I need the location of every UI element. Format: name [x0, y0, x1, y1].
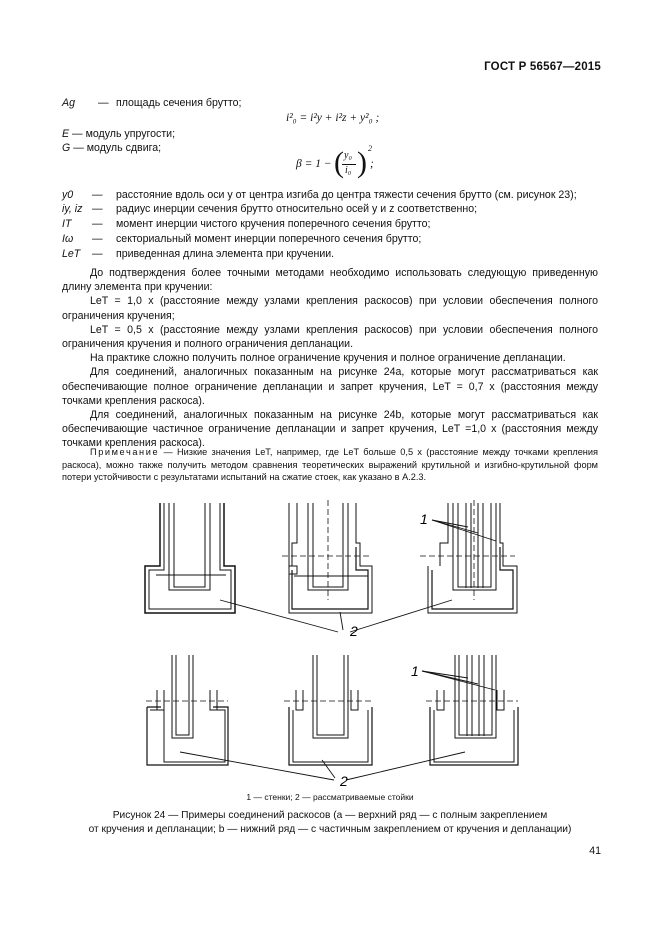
note — [62, 446, 598, 484]
connection-b3 — [426, 655, 518, 765]
def-symbol: LeT — [62, 248, 81, 260]
def-text: секториальный момент инерции поперечного сечения брутто; — [116, 233, 422, 245]
def-symbol: E — [62, 128, 70, 140]
connection-a2 — [282, 500, 372, 613]
body-text — [62, 266, 598, 451]
formula-radius: i²₀ = i²y + i²z + y²₀ ; — [286, 112, 380, 124]
caption-line-2: от кручения и депланации; b — нижний ряд — с частичным закреплением от кручения и депланации) — [88, 824, 572, 835]
def-row — [62, 96, 242, 110]
def-symbol: G — [62, 142, 71, 154]
def-text: момент инерции чистого кручения поперечного сечения брутто; — [116, 218, 431, 230]
def-dash: — — [92, 189, 103, 201]
def-symbol: Iω — [62, 233, 74, 245]
formula-beta-num: y₀ — [344, 150, 352, 161]
def-symbol: y0 — [62, 189, 74, 201]
formula-beta-exp: 2 — [368, 144, 372, 153]
caption-line-1: Рисунок 24 — Примеры соединений раскосов (а — верхний ряд — с полным закреплением — [112, 810, 548, 821]
formula-beta-end: ; — [370, 158, 374, 170]
leader-2-bottom — [180, 752, 465, 780]
figure-caption — [62, 809, 598, 837]
note-text: — Низкие значения LeT, например, где LeT больше 0,5 x (расстояние между точками крепления раскоса), можно также получить методом сравнения теоретических выражений крутильной и изгибно-крутильной форм потери устойчивости с результатами испытаний на сжатие стоек, как указано в А.2.3. — [62, 447, 598, 483]
def-dash: — — [92, 218, 103, 230]
callout-1-top: 1 — [420, 511, 428, 527]
def-row — [62, 247, 335, 261]
callout-2-bottom: 2 — [340, 773, 348, 789]
connection-a1 — [145, 503, 235, 613]
def-dash: — — [92, 233, 103, 245]
def-dash: — — [92, 248, 103, 260]
page-number: 41 — [589, 845, 601, 857]
def-symbol: iy, iz — [62, 203, 83, 215]
connection-a3 — [420, 500, 517, 613]
paragraph: Для соединений, аналогичных показанным на рисунке 24b, которые могут рассматриваться как обеспечивающие частичное ограничение депланации и запрет кручения, LeT =1,0 x (расстояния между точками крепления раскоса). — [62, 409, 598, 450]
connection-b1 — [146, 655, 228, 765]
figure-legend: 1 — стенки; 2 — рассматриваемые стойки — [246, 792, 414, 802]
def-dash: — — [98, 97, 109, 109]
paragraph: На практике сложно получить полное ограничение кручения и полное ограничение депланации. — [90, 352, 566, 365]
callout-2-top: 2 — [350, 623, 358, 639]
leader-2-top — [220, 600, 452, 632]
leader-1-top — [432, 520, 496, 541]
def-row — [62, 127, 175, 141]
connection-b2 — [284, 655, 372, 765]
def-text: приведенная длина элемента при кручении. — [116, 248, 335, 260]
callout-1-bottom: 1 — [411, 663, 419, 679]
def-row — [62, 188, 577, 202]
def-text: модуль сдвига; — [86, 142, 162, 154]
def-dash: — — [72, 128, 83, 140]
note-body — [62, 446, 598, 484]
def-text: расстояние вдоль оси y от центра изгиба до центра тяжести сечения брутто (см. рисунок 23); — [116, 189, 577, 201]
def-text: радиус инерции сечения брутто относительно осей y и z соответственно; — [116, 203, 478, 215]
paragraph: Для соединений, аналогичных показанным на рисунке 24a, которые могут рассматриваться как обеспечивающие полное ограничение депланации и запрет кручения, LeT = 0,7 x (расстояния между точками крепления раскоса). — [62, 366, 598, 407]
def-row — [62, 202, 478, 216]
paragraph: LeT = 1,0 x (расстояние между узлами крепления раскосов) при условии обеспечения полного ограничения кручения; — [62, 295, 598, 322]
def-symbol: IT — [62, 218, 72, 230]
def-text: площадь сечения брутто; — [116, 97, 242, 109]
def-text: модуль упругости; — [85, 128, 176, 140]
formula-beta-den: i₀ — [345, 165, 352, 176]
def-dash: — — [92, 203, 103, 215]
def-row — [62, 141, 161, 155]
formula-beta-lhs: β = 1 − — [296, 158, 332, 170]
formula-beta-paren-open: ( — [334, 146, 344, 179]
def-symbol: Ag — [62, 97, 75, 109]
def-row — [62, 217, 431, 231]
note-label: Примечание — [90, 447, 160, 457]
document-id: ГОСТ Р 56567—2015 — [484, 61, 601, 73]
formula-beta-paren-close: ) — [357, 146, 367, 179]
def-row — [62, 232, 422, 246]
paragraph: LeT = 0,5 x (расстояние между узлами крепления раскосов) при условии обеспечения полного ограничения кручения и полного ограничения депланации. — [62, 323, 598, 351]
figure-24-diagram — [0, 490, 661, 790]
def-dash: — — [73, 142, 84, 154]
paragraph: До подтверждения более точными методами необходимо использовать следующую приведенную длину элемента при кручении: — [62, 267, 598, 294]
